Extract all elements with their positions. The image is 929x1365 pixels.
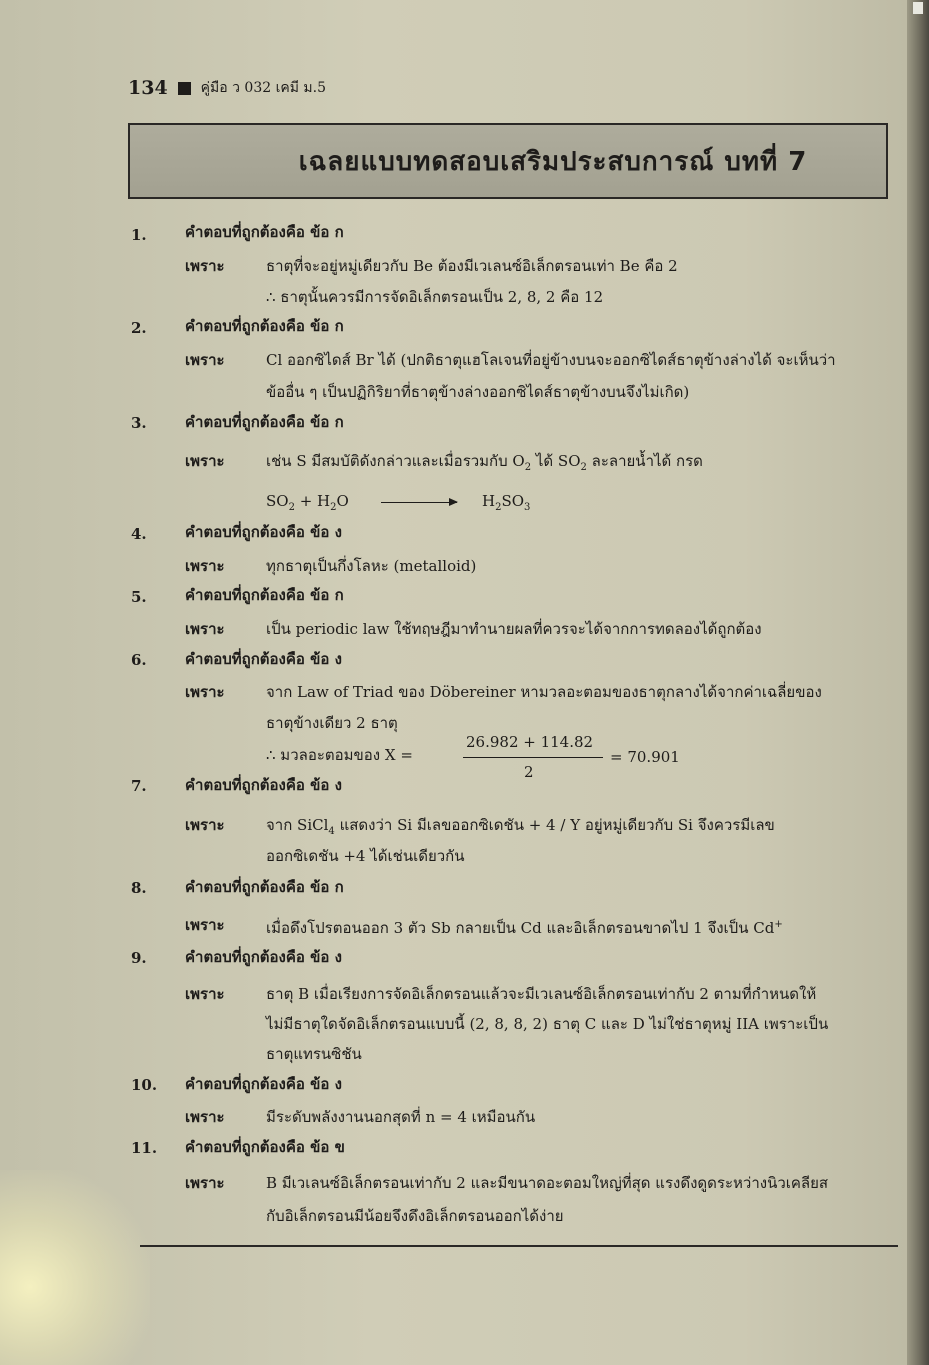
- fraction-result: = 70.901: [610, 748, 680, 766]
- answer-line: คำตอบที่ถูกต้องคือ ข้อ ง: [185, 650, 342, 668]
- chapter-title: เฉลยแบบทดสอบเสริมประสบการณ์ บทที่ 7: [298, 146, 808, 177]
- explanation-line: ธาตุแทรนซิชัน: [266, 1045, 362, 1063]
- explanation-line: ทุกธาตุเป็นกึ่งโลหะ (metalloid): [266, 557, 477, 575]
- fraction-numerator: 26.982 + 114.82: [466, 733, 594, 751]
- explanation-line: ออกซิเดชัน +4 ได้เช่นเดียวกัน: [266, 847, 465, 865]
- explanation-line: ∴ ธาตุนั้นควรมีการจัดอิเล็กตรอนเป็น 2, 8, 2 คือ 12: [266, 288, 604, 306]
- explanation-line: B มีเวเลนซ์อิเล็กตรอนเท่ากับ 2 และมีขนาดอะตอมใหญ่ที่สุด แรงดึงดูดระหว่างนิวเคลียส: [266, 1174, 829, 1192]
- explanation-line: เมื่อดึงโปรตอนออก 3 ตัว Sb กลายเป็น Cd และอิเล็กตรอนขาดไป 1 จึงเป็น Cd+: [266, 919, 783, 937]
- because-label: เพราะ: [185, 257, 225, 275]
- answer-line: คำตอบที่ถูกต้องคือ ข้อ ก: [185, 413, 344, 431]
- question-number: 11.: [131, 1139, 158, 1157]
- answer-line: คำตอบที่ถูกต้องคือ ข้อ ก: [185, 223, 344, 241]
- because-label: เพราะ: [185, 985, 225, 1003]
- explanation-line: ธาตุ B เมื่อเรียงการจัดอิเล็กตรอนแล้วจะมีเวเลนซ์อิเล็กตรอนเท่ากับ 2 ตามที่กำหนดให้: [266, 985, 817, 1003]
- answer-line: คำตอบที่ถูกต้องคือ ข้อ ง: [185, 523, 342, 541]
- explanation-line: เป็น periodic law ใช้ทฤษฎีมาทำนายผลที่ควรจะได้จากการทดลองได้ถูกต้อง: [266, 620, 762, 638]
- fraction-denominator: 2: [524, 763, 534, 781]
- bottom-rule: [140, 1245, 898, 1247]
- answer-line: คำตอบที่ถูกต้องคือ ข้อ ก: [185, 878, 344, 896]
- mass-label: ∴ มวลอะตอมของ X =: [266, 746, 413, 764]
- because-label: เพราะ: [185, 683, 225, 701]
- chemical-equation-left: $SO_2 + H_2O$: [266, 492, 349, 513]
- question-number: 6.: [131, 651, 147, 669]
- because-label: เพราะ: [185, 1108, 225, 1126]
- question-number: 2.: [131, 319, 147, 337]
- answer-line: คำตอบที่ถูกต้องคือ ข้อ ก: [185, 586, 344, 604]
- explanation-line: ธาตุข้างเดียว 2 ธาตุ: [266, 714, 398, 732]
- answer-line: คำตอบที่ถูกต้องคือ ข้อ ข: [185, 1138, 345, 1156]
- because-label: เพราะ: [185, 557, 225, 575]
- explanation-line: เช่น S มีสมบัติดังกล่าวและเมื่อรวมกับ $O_2$ ได้ $SO_2$ ละลายน้ำได้ กรด: [266, 452, 703, 473]
- question-number: 8.: [131, 879, 147, 897]
- page-number: 134: [128, 77, 168, 99]
- answer-line: คำตอบที่ถูกต้องคือ ข้อ ง: [185, 948, 342, 966]
- question-number: 4.: [131, 525, 147, 543]
- chemical-equation-right: $H_2SO_3$: [482, 492, 531, 513]
- because-label: เพราะ: [185, 452, 225, 470]
- explanation-line: Cl ออกซิไดส์ Br ได้ (ปกติธาตุแฮโลเจนที่อยู่ข้างบนจะออกซิไดส์ธาตุข้างล่างได้ จะเห็นว่า: [266, 351, 836, 369]
- question-number: 5.: [131, 588, 147, 606]
- question-number: 1.: [131, 226, 147, 244]
- because-label: เพราะ: [185, 620, 225, 638]
- question-number: 10.: [131, 1076, 158, 1094]
- answer-line: คำตอบที่ถูกต้องคือ ข้อ ง: [185, 776, 342, 794]
- book-title: คู่มือ ว 032 เคมี ม.5: [200, 80, 327, 96]
- question-number: 7.: [131, 777, 147, 795]
- explanation-line: ไม่มีธาตุใดจัดอิเล็กตรอนแบบนี้ (2, 8, 8, 2) ธาตุ C และ D ไม่ใช่ธาตุหมู่ IIA เพราะเป็น: [266, 1015, 829, 1033]
- explanation-line: ธาตุที่จะอยู่หมู่เดียวกับ Be ต้องมีเวเลนซ์อิเล็กตรอนเท่า Be คือ 2: [266, 257, 678, 275]
- answer-line: คำตอบที่ถูกต้องคือ ข้อ ก: [185, 317, 344, 335]
- explanation-line: ข้ออื่น ๆ เป็นปฏิกิริยาที่ธาตุข้างล่างออกซิไดส์ธาตุข้างบนจึงไม่เกิด): [266, 383, 690, 401]
- because-label: เพราะ: [185, 351, 225, 369]
- explanation-line: จาก SiCl$_4$ แสดงว่า Si มีเลขออกซิเดชัน + 4 / Y อยู่หมู่เดียวกับ Si จึงควรมีเลข: [266, 816, 775, 837]
- answer-line: คำตอบที่ถูกต้องคือ ข้อ ง: [185, 1075, 342, 1093]
- explanation-line: กับอิเล็กตรอนมีน้อยจึงดึงอิเล็กตรอนออกได้ง่าย: [266, 1207, 564, 1225]
- explanation-line: จาก Law of Triad ของ Döbereiner หามวลอะตอมของธาตุกลางได้จากค่าเฉลี่ยของ: [266, 683, 822, 701]
- because-label: เพราะ: [185, 1174, 225, 1192]
- explanation-line: มีระดับพลังงานนอกสุดที่ n = 4 เหมือนกัน: [266, 1108, 536, 1126]
- fraction-bar: [463, 757, 603, 758]
- question-number: 9.: [131, 949, 147, 967]
- because-label: เพราะ: [185, 916, 225, 934]
- reaction-arrow-icon: [381, 502, 457, 503]
- question-number: 3.: [131, 414, 147, 432]
- because-label: เพราะ: [185, 816, 225, 834]
